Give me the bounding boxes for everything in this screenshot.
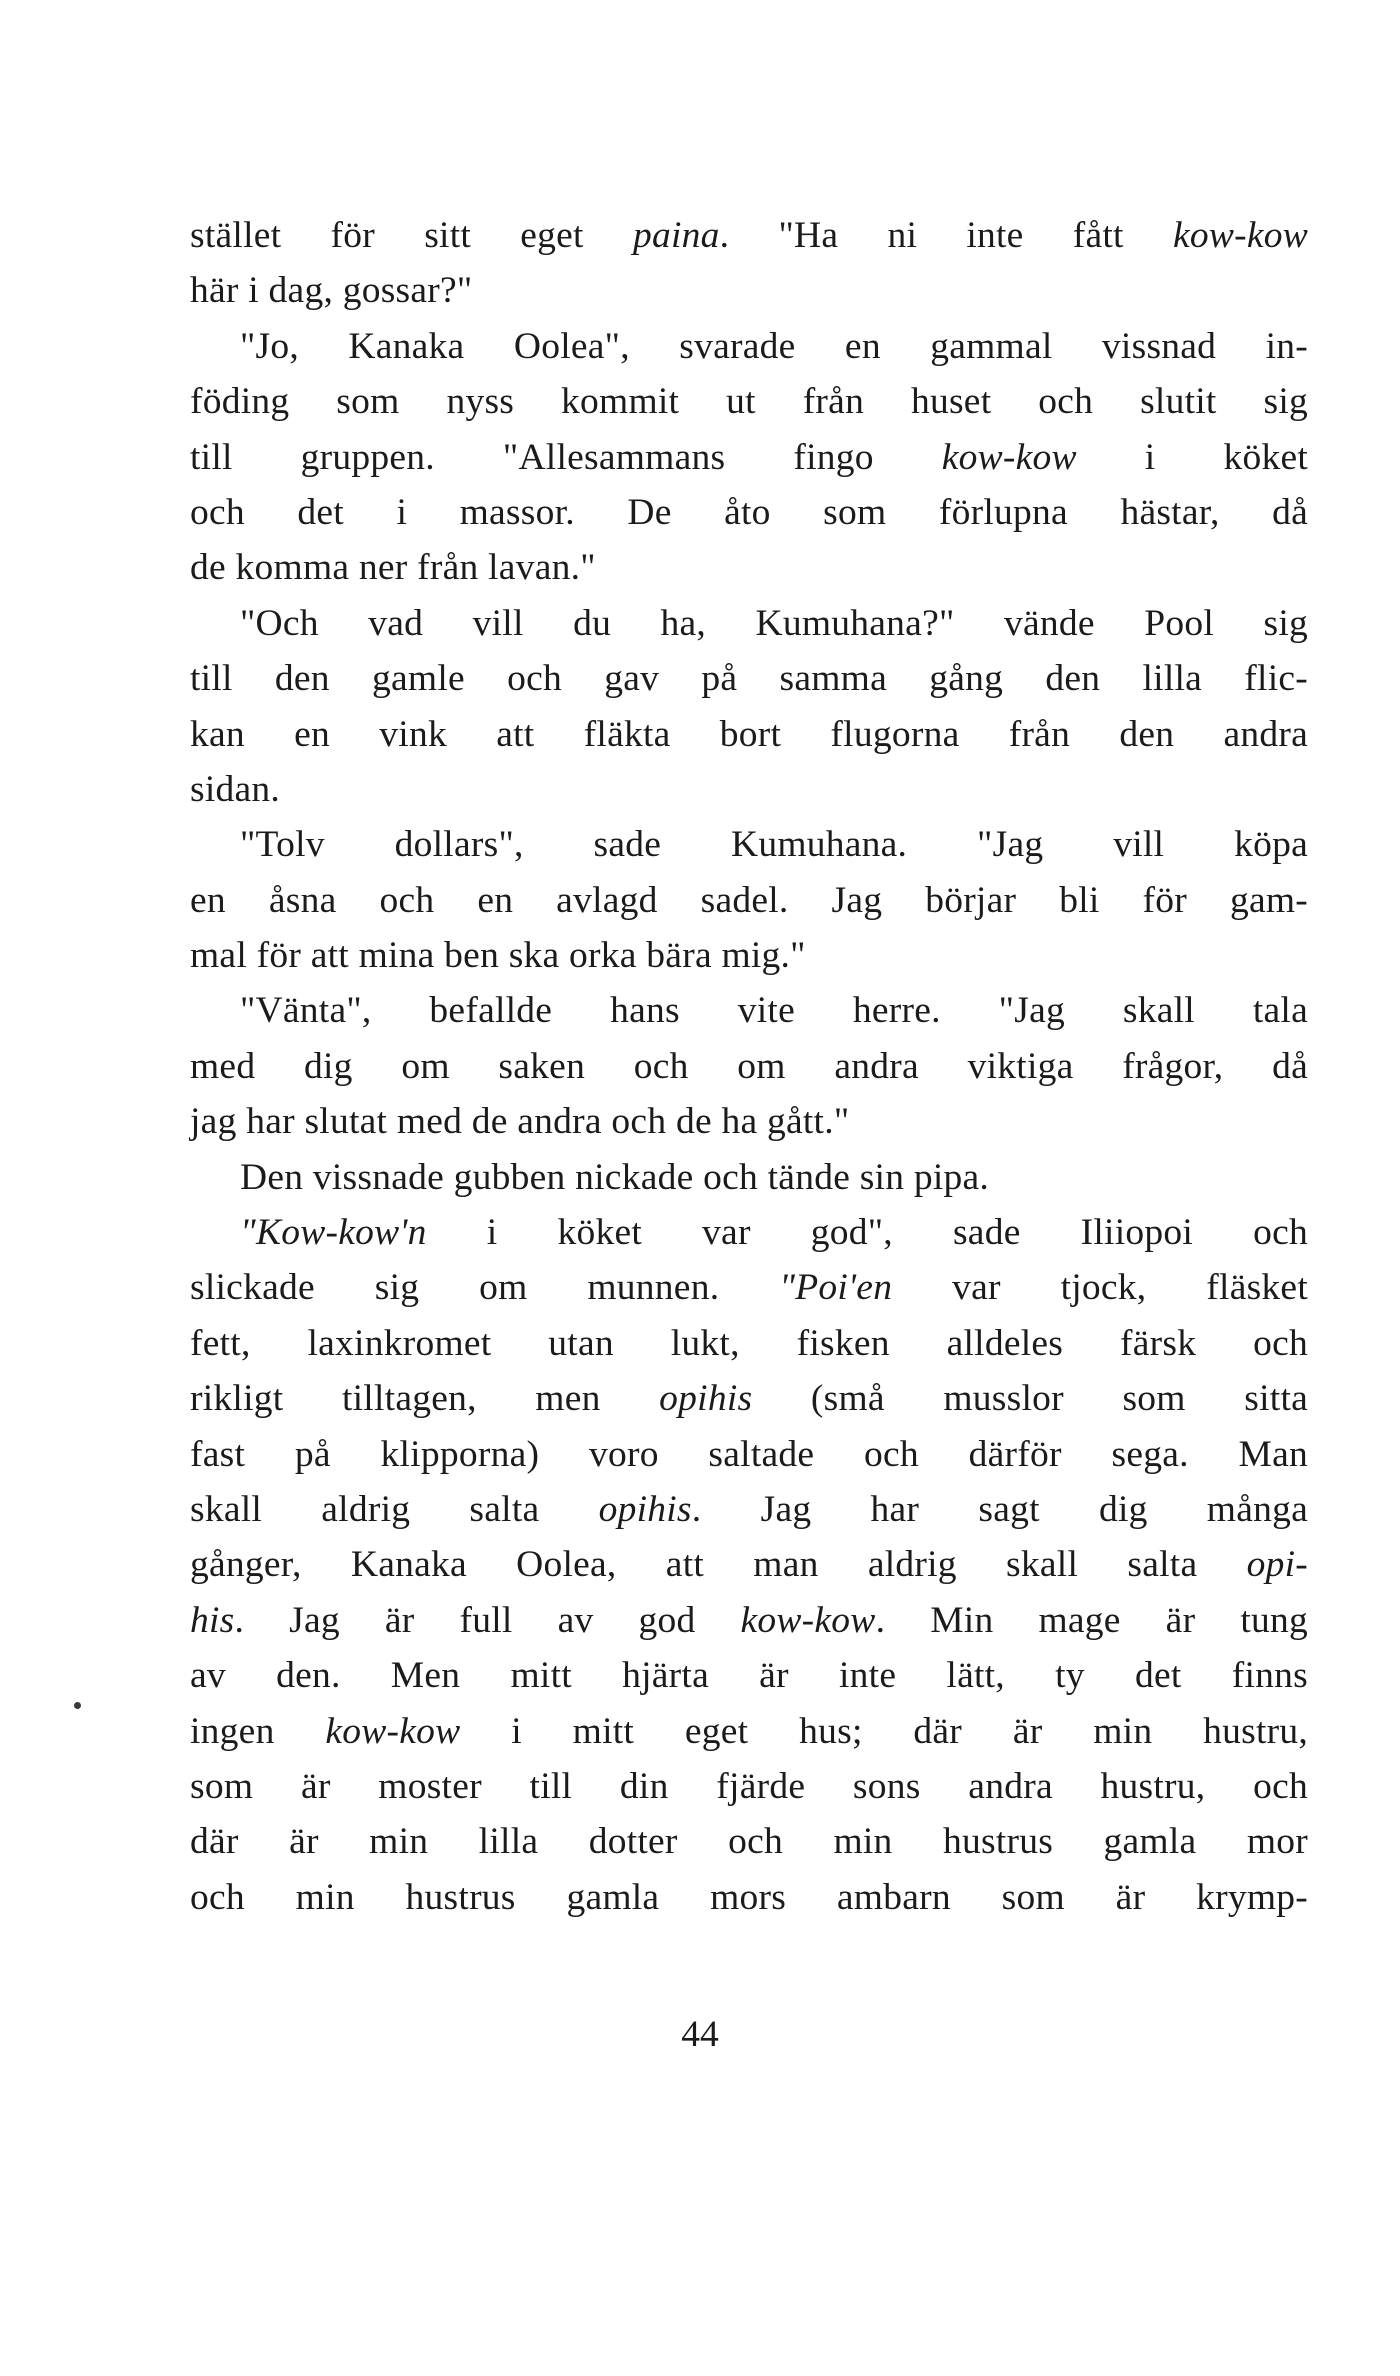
text-line: ingen kow-kow i mitt eget hus; där är min hustru, bbox=[190, 1710, 1308, 1752]
text-line: "Kow-kow'n i köket var god", sade Iliiopoi och bbox=[240, 1212, 1308, 1254]
text-line: "Tolv dollars", sade Kumuhana. "Jag vill köpa bbox=[240, 824, 1308, 866]
text-line: his. Jag är full av god kow-kow. Min mage är tung bbox=[190, 1599, 1308, 1641]
text-line: och min hustrus gamla mors ambarn som är krymp- bbox=[190, 1876, 1308, 1918]
text-line: skall aldrig salta opihis. Jag har sagt dig många bbox=[190, 1488, 1309, 1530]
text-line: gånger, Kanaka Oolea, att man aldrig skall salta opi- bbox=[190, 1544, 1308, 1586]
text-line: stället för sitt eget paina. "Ha ni inte fått kow-kow bbox=[190, 215, 1309, 256]
text-line: jag har slutat med de andra och de ha gått." bbox=[190, 1101, 850, 1143]
text-line: de komma ner från lavan." bbox=[190, 547, 596, 589]
text-line: till den gamle och gav på samma gång den lilla flic- bbox=[190, 658, 1308, 700]
page-number: 44 bbox=[681, 2014, 719, 2055]
text-line: "Jo, Kanaka Oolea", svarade en gammal vissnad in- bbox=[240, 325, 1308, 367]
text-line: "Och vad vill du ha, Kumuhana?" vände Pool sig bbox=[240, 602, 1308, 644]
text-line: mal för att mina ben ska orka bära mig." bbox=[190, 935, 806, 977]
text-line: fett, laxinkromet utan lukt, fisken alldeles färsk och bbox=[190, 1322, 1308, 1364]
text-line: här i dag, gossar?" bbox=[190, 270, 473, 312]
text-line: till gruppen. "Allesammans fingo kow-kow i köket bbox=[190, 436, 1309, 478]
text-line: kan en vink att fläkta bort flugorna från den andra bbox=[190, 713, 1308, 755]
text-line: "Vänta", befallde hans vite herre. "Jag skall tala bbox=[240, 990, 1308, 1032]
text-line: med dig om saken och om andra viktiga frågor, då bbox=[190, 1045, 1308, 1087]
text-line: och det i massor. De åto som förlupna hästar, då bbox=[190, 491, 1308, 533]
text-line: en åsna och en avlagd sadel. Jag börjar bli för gam- bbox=[190, 879, 1308, 921]
text-line: föding som nyss kommit ut från huset och slutit sig bbox=[190, 381, 1308, 423]
text-line: sidan. bbox=[190, 768, 281, 810]
text-line: fast på klipporna) voro saltade och därför sega. Man bbox=[190, 1433, 1308, 1475]
text-line: slickade sig om munnen. "Poi'en var tjock, fläsket bbox=[190, 1267, 1308, 1309]
text-line: av den. Men mitt hjärta är inte lätt, ty det finns bbox=[190, 1655, 1308, 1697]
text-line: där är min lilla dotter och min hustrus gamla mor bbox=[190, 1821, 1308, 1863]
margin-dot bbox=[74, 1702, 81, 1709]
body-text bbox=[190, 208, 1308, 1925]
text-line: rikligt tilltagen, men opihis (små musslor som sitta bbox=[190, 1378, 1309, 1420]
text-line: Den vissnade gubben nickade och tände sin pipa. bbox=[240, 1156, 990, 1198]
text-line: som är moster till din fjärde sons andra hustru, och bbox=[190, 1765, 1308, 1807]
